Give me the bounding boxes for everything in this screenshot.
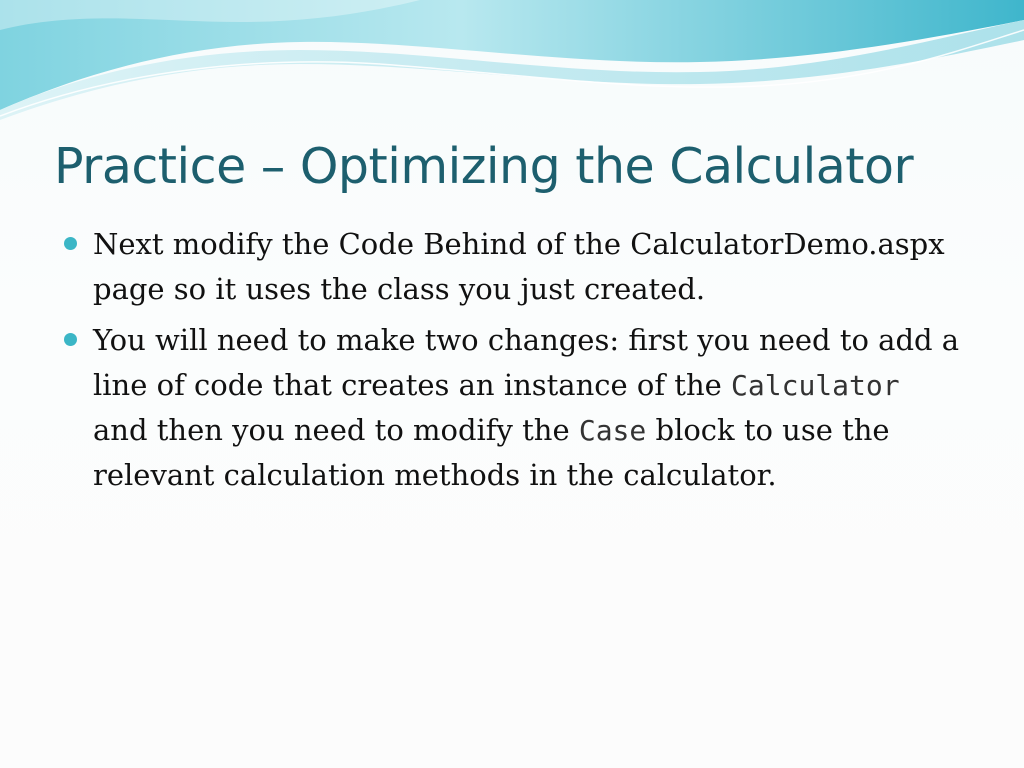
bullet-item [62,222,962,312]
bullet-list [62,222,962,504]
code-case: Case [578,414,647,447]
code-calculator: Calculator [731,369,900,402]
bullet-text-part: and then you need to modify the [93,413,570,447]
bullet-item [62,318,962,498]
bullet-dot-icon [64,333,77,346]
header-wave-decoration [0,0,1024,130]
bullet-text-part: block to use the relevant calculation methods in the calculator. [93,413,890,492]
bullet-dot-icon [64,237,77,250]
bullet-text-part: You will need to make two changes: first you need to add a line of code that creates an instance of the [93,323,960,402]
slide-title: Practice – Optimizing the Calculator [54,138,914,195]
bullet-text: Next modify the Code Behind of the CalculatorDemo.aspx page so it uses the class you just created. [93,227,945,306]
